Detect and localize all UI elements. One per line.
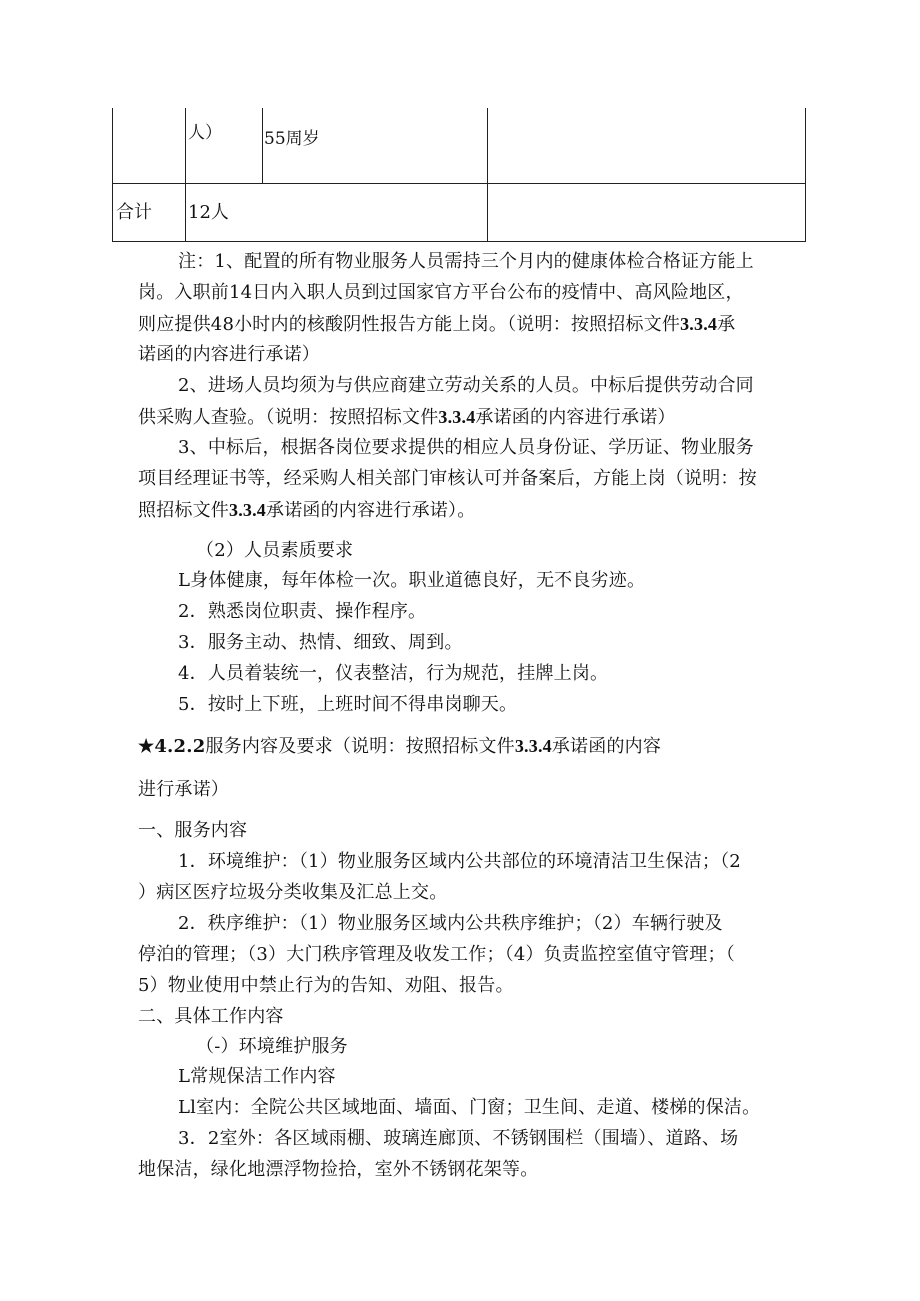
table-divider-col2 bbox=[262, 108, 263, 183]
section-heading-cont: 进行承诺） bbox=[138, 779, 229, 800]
quality-item: 4．人员着装统一，仪表整洁，行为规范，挂牌上岗。 bbox=[178, 663, 609, 684]
table-border-bottom bbox=[112, 241, 806, 242]
section-heading: ★4.2.2服务内容及要求（说明：按照招标文件3.3.4承诺函的内容 bbox=[138, 736, 662, 757]
table-total-value: 12人 bbox=[188, 202, 229, 223]
heading-service-content: 一、服务内容 bbox=[138, 820, 248, 841]
staff-table bbox=[112, 108, 806, 242]
quality-item: 5．按时上下班，上班时间不得串岗聊天。 bbox=[178, 694, 518, 715]
note-1-line: 则应提供48小时内的核酸阴性报告方能上岗。（说明：按照招标文件3.3.4承 bbox=[138, 314, 736, 335]
env-maintenance-line: 1．环境维护：（1）物业服务区域内公共部位的环境清洁卫生保洁；（2 bbox=[178, 851, 741, 872]
note-3-line: 3、中标后，根据各岗位要求提供的相应人员身份证、学历证、物业服务 bbox=[178, 437, 754, 458]
quality-item: L身体健康，每年体检一次。职业道德良好，无不良劣迹。 bbox=[178, 570, 646, 591]
table-border-right bbox=[805, 108, 806, 242]
note-1-line: 岗。入职前14日内入职人员到过国家官方平台公布的疫情中、高风险地区， bbox=[138, 282, 744, 303]
subheading-routine-cleaning: L常规保洁工作内容 bbox=[178, 1066, 336, 1087]
note-3-line: 照招标文件3.3.4承诺函的内容进行承诺）。 bbox=[138, 500, 476, 521]
indoor-cleaning-line: Ll室内：全院公共区域地面、墙面、门窗；卫生间、走道、楼梯的保洁。 bbox=[178, 1097, 761, 1118]
quality-heading: （2）人员素质要求 bbox=[196, 540, 354, 561]
quality-item: 2．熟悉岗位职责、操作程序。 bbox=[178, 601, 427, 622]
table-row-divider bbox=[112, 183, 806, 184]
order-maintenance-line: 5）物业使用中禁止行为的告知、劝阻、报告。 bbox=[138, 975, 514, 996]
section-number: ★4.2.2 bbox=[138, 736, 206, 757]
order-maintenance-line: 2．秩序维护：（1）物业服务区域内公共秩序维护；（2）车辆行驶及 bbox=[178, 913, 723, 934]
outdoor-cleaning-line: 3．2室外：各区域雨棚、玻璃连廊顶、不锈钢围栏（围墙）、道路、场 bbox=[178, 1128, 739, 1149]
table-border-left bbox=[112, 108, 113, 242]
subheading-env-service: （-）环境维护服务 bbox=[196, 1036, 348, 1057]
note-1-line: 诺函的内容进行承诺） bbox=[138, 344, 320, 365]
heading-specific-work: 二、具体工作内容 bbox=[138, 1006, 284, 1027]
table-cell: 人） bbox=[188, 123, 222, 143]
table-cell: 55周岁 bbox=[264, 129, 320, 149]
note-3-line: 项目经理证书等，经采购人相关部门审核认可并备案后，方能上岗（说明：按 bbox=[138, 468, 757, 489]
note-1-line: 注：1、配置的所有物业服务人员需持三个月内的健康体检合格证方能上 bbox=[178, 251, 754, 272]
table-divider-col3 bbox=[487, 108, 488, 242]
quality-item: 3．服务主动、热情、细致、周到。 bbox=[178, 632, 463, 653]
note-2-line: 2、进场人员均须为与供应商建立劳动关系的人员。中标后提供劳动合同 bbox=[178, 375, 754, 396]
note-2-line: 供采购人查验。（说明：按照招标文件3.3.4承诺函的内容进行承诺） bbox=[138, 407, 676, 428]
table-total-label: 合计 bbox=[116, 202, 152, 223]
table-divider-col1 bbox=[185, 108, 186, 242]
env-maintenance-line: ）病区医疗垃圾分类收集及汇总上交。 bbox=[138, 882, 448, 903]
outdoor-cleaning-line: 地保洁，绿化地漂浮物捡拾，室外不锈钢花架等。 bbox=[138, 1159, 539, 1180]
order-maintenance-line: 停泊的管理；（3）大门秩序管理及收发工作；（4）负责监控室值守管理；（ bbox=[138, 944, 735, 965]
